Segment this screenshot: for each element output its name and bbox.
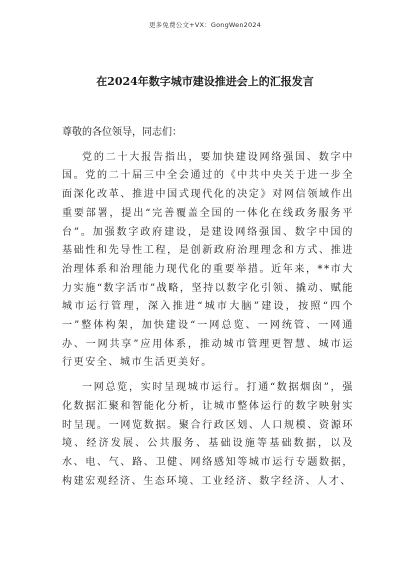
paragraph-1: 党的二十大报告指出，要加快建设网络强国、数字中国。党的二十届三中全会通过的《中共中央关于进一步全面深化改革、推进中国式现代化的决定》对网信领域作出重要部署，提出“完善覆盖全国的一体化在线政务服务平台”。加强数字政府建设，是建设网络强国、数字中国的基础性和先导性工程，是创新政府治理理念和方式、推进治理体系和治理能力现代化的重要举措。近年来，**市大力实施“数字活市”战略，坚持以数字化引领、撬动、赋能城市运行管理，深入推进“城市大脑”建设，按照“四个一”整体构架，加快建设“一网总览、一网统管、一网通办、一网共享”应用体系，推动城市管理更智慧、城市运行更安全、城市生活更美好。 — [62, 151, 354, 369]
header-note: 更多免费公文+VX：GongWen2024 — [148, 21, 261, 29]
paragraph-2: 一网总览，实时呈现城市运行。打通“数据烟囱”，强化数据汇聚和智能化分析，让城市整体运行的数字映射实时呈现。一网览数据。聚合行政区划、人口规模、资源环境、经济发展、公共服务、基础设施等基础数据，以及水、电、气、路、卫健、网络感知等城市运行专题数据，构建宏观经济、生态环境、工业经济、数字经济、人才、 — [62, 382, 354, 487]
document-title: 在2024年数字城市建设推进会上的汇报发言 — [96, 75, 314, 88]
document-body — [62, 124, 354, 497]
salutation: 尊敬的各位领导，同志们： — [62, 127, 182, 138]
